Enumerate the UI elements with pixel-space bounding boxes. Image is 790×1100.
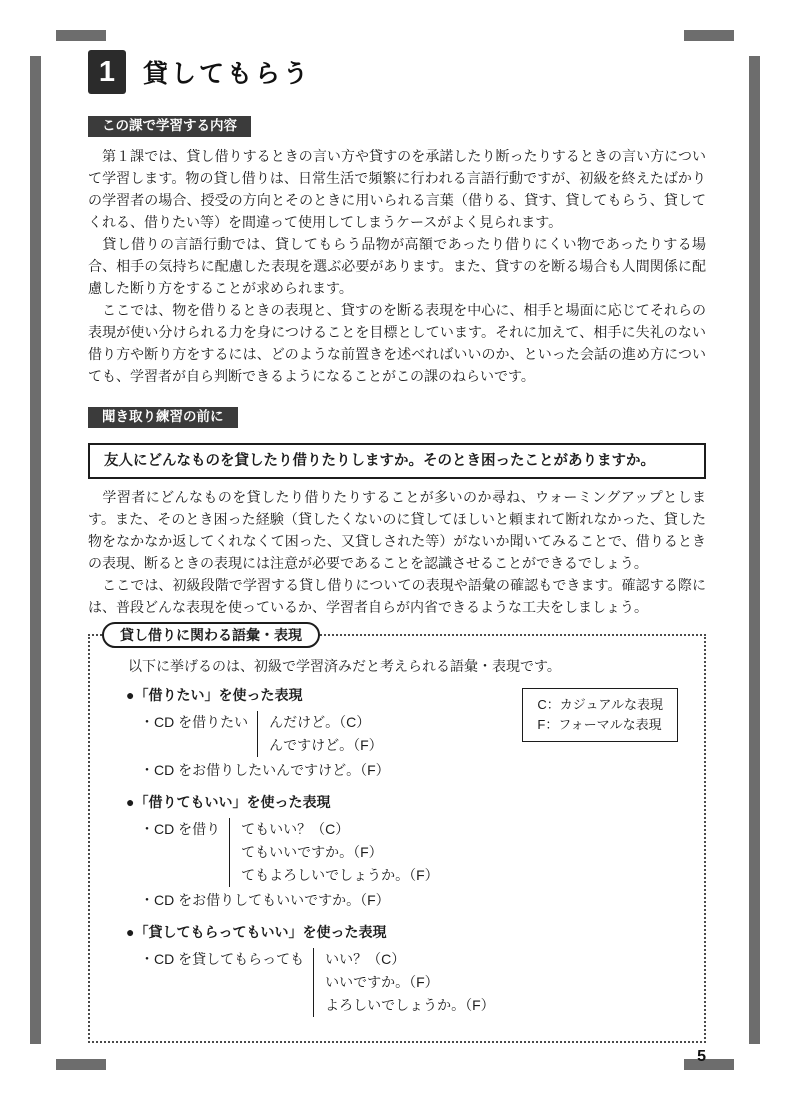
fork-stem: ・CD を借りたい [140,714,249,730]
fork-option: てもいい？（C） [241,821,350,837]
paragraph-lesson-3: ここでは、物を借りるときの表現と、貸すのを断る表現を中心に、相手と場面に応じてそれらの表現が使い分けられる力を身につけることを目標としています。それに加えて、相手に失礼のない借り方や断り方をするには、どのような前置きを述べればいいのか、といった会話の進め方についても、学習者が自ら判断できるようになることがこの課のねらいです。 [88,302,706,384]
legend-casual: C：カジュアルな表現 [537,697,663,712]
legend-formal: F：フォーマルな表現 [537,717,662,732]
expression-group-kashitemorattemoii [126,922,680,1017]
group-heading: ●「借りたい」を使った表現 [126,687,303,703]
fork-stem: ・CD を借り [140,821,221,837]
fork-stem: ・CD を貸してもらっても [140,951,305,967]
chapter-title: 貸してもらう [143,60,312,88]
page-number: 5 [697,1048,706,1065]
paragraph-lesson-1: 第１課では、貸し借りするときの言い方や貸すのを承諾したり断ったりするときの言い方について学習します。物の貸し借りは、日常生活で頻繁に行われる言語行動ですが、初級を終えたばかりの学習者の場合、授受の方向とそのときに用いられる言葉（借りる、貸す、貸してもらう、貸してくれる、借りたい等）を間違って使用してしまうケースがよく見られます。 [88,148,706,230]
group-heading: ●「借りてもいい」を使った表現 [126,794,331,810]
fork-option: てもいいですか。（F） [241,844,383,860]
fork-option: いい？（C） [325,951,406,967]
vocab-box-title: 貸し借りに関わる語彙・表現 [102,622,320,648]
page-edge-top-right-mark [684,30,734,41]
vocab-intro-text: 以下に挙げるのは、初級で学習済みだと考えられる語彙・表現です。 [114,658,561,674]
paragraph-lesson-2: 貸し借りの言語行動では、貸してもらう品物が高額であったり借りにくい物であったりする場合、相手の気持ちに配慮した表現を選ぶ必要があります。また、貸すのを断る場合も人間関係に配慮した断り方をすることが求められます。 [88,236,706,296]
group-heading: ●「貸してもらってもいい」を使った表現 [126,924,387,940]
fork-options [257,711,383,757]
fork-option: いいですか。（F） [325,974,439,990]
page-edge-left-bar [30,56,41,1044]
formality-legend-box [522,688,678,742]
expression-fork [140,818,680,887]
paragraph-listening-1: 学習者にどんなものを貸したり借りたりすることが多いのか尋ね、ウォーミングアップとします。また、そのとき困った経験（貸したくないのに貸してほしいと頼まれて断れなかった、貸した物をなかなか返してくれなくて困った、又貸しされた等）がないか聞いてみることで、借りるときの表現、断るときの表現には注意が必要であることを認識させることができるでしょう。 [88,489,706,571]
fork-option: てもよろしいでしょうか。（F） [241,867,439,883]
fork-options [313,948,495,1017]
page-content [88,50,706,1043]
section-label-lesson-content: この課で学習する内容 [88,116,251,137]
fork-extra-item: ・CD をお借りしたいんですけど。（F） [140,762,390,778]
fork-extra-item: ・CD をお借りしてもいいですか。（F） [140,892,390,908]
page-edge-bottom-left-mark [56,1059,106,1070]
page-edge-top-left-mark [56,30,106,41]
section-label-before-listening: 聞き取り練習の前に [88,407,238,428]
chapter-header [88,50,706,94]
expression-fork [140,948,680,1017]
expression-group-karitemoii [126,792,680,912]
discussion-question-box [88,443,706,479]
discussion-question-text: 友人にどんなものを貸したり借りたりしますか。そのとき困ったことがありますか。 [104,453,655,469]
fork-option: んだけど。（C） [269,714,371,730]
chapter-number-badge: 1 [88,50,126,94]
paragraph-listening-2: ここでは、初級段階で学習する貸し借りについての表現や語彙の確認もできます。確認する際には、普段どんな表現を使っているか、学習者自らが内省できるような工夫をしましょう。 [88,577,706,615]
page-edge-right-bar [749,56,760,1044]
fork-option: んですけど。（F） [269,737,383,753]
page-edge-bottom-right-mark [684,1059,734,1070]
fork-options [229,818,439,887]
fork-option: よろしいでしょうか。（F） [325,997,495,1013]
vocab-expressions-box [88,627,706,1043]
